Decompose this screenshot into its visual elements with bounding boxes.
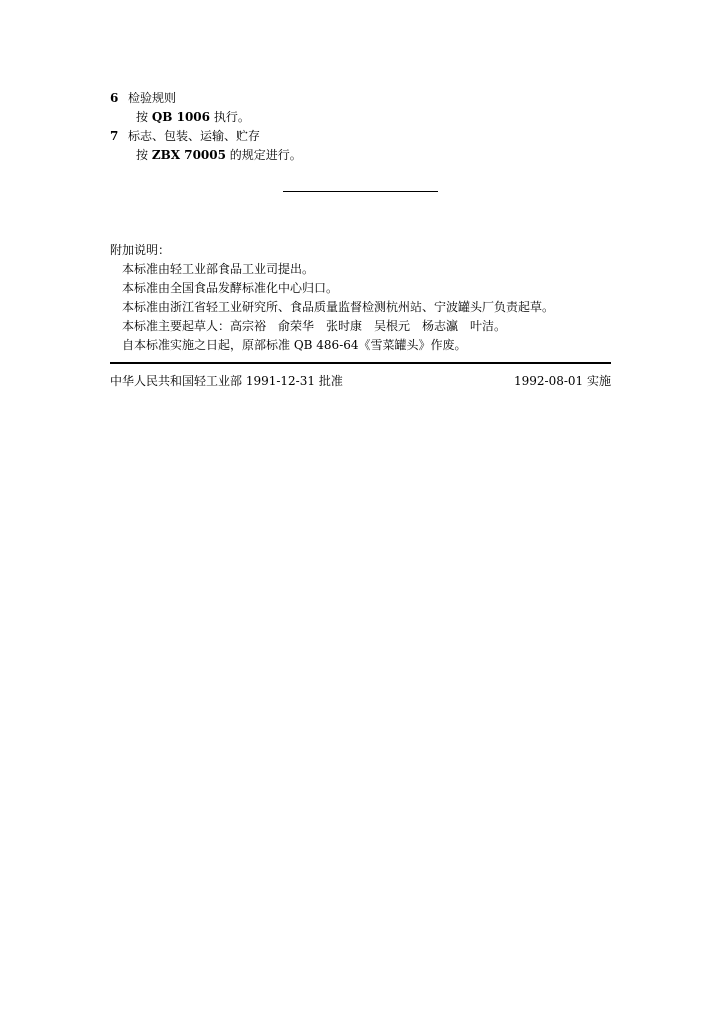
notes-heading: 附加说明： <box>110 243 171 257</box>
body-suffix: 的规定进行。 <box>225 148 302 162</box>
section-number: 7 <box>110 129 119 143</box>
section-7-body <box>136 148 302 162</box>
section-title: 标志、包装、运输、贮存 <box>128 129 261 143</box>
end-rule <box>283 191 438 192</box>
section-6-body <box>136 110 250 124</box>
notes-line: 本标准由浙江省轻工业研究所、食品质量监督检测杭州站、宁波罐头厂负责起草。 <box>122 300 555 314</box>
body-prefix: 按 <box>136 148 152 162</box>
section-7-heading <box>110 129 260 143</box>
notes-line: 本标准主要起草人：高宗裕 俞荣华 张时康 吴根元 杨志瀛 叶洁。 <box>122 319 507 333</box>
standard-code: QB 1006 <box>151 110 210 124</box>
section-title: 检验规则 <box>128 91 177 105</box>
footer-rule <box>110 362 611 364</box>
body-suffix: 执行。 <box>210 110 250 124</box>
notes-line: 自本标准实施之日起，原部标准 QB 486-64《雪菜罐头》作废。 <box>122 338 467 352</box>
body-prefix: 按 <box>136 110 152 124</box>
implementation-line: 1992-08-01 实施 <box>513 374 611 388</box>
section-number: 6 <box>110 91 119 105</box>
standard-code: ZBX 70005 <box>151 148 226 162</box>
notes-line: 本标准由轻工业部食品工业司提出。 <box>122 262 315 276</box>
notes-line: 本标准由全国食品发酵标准化中心归口。 <box>122 281 339 295</box>
section-6-heading <box>110 91 176 105</box>
approval-line: 中华人民共和国轻工业部 1991-12-31 批准 <box>110 374 343 388</box>
